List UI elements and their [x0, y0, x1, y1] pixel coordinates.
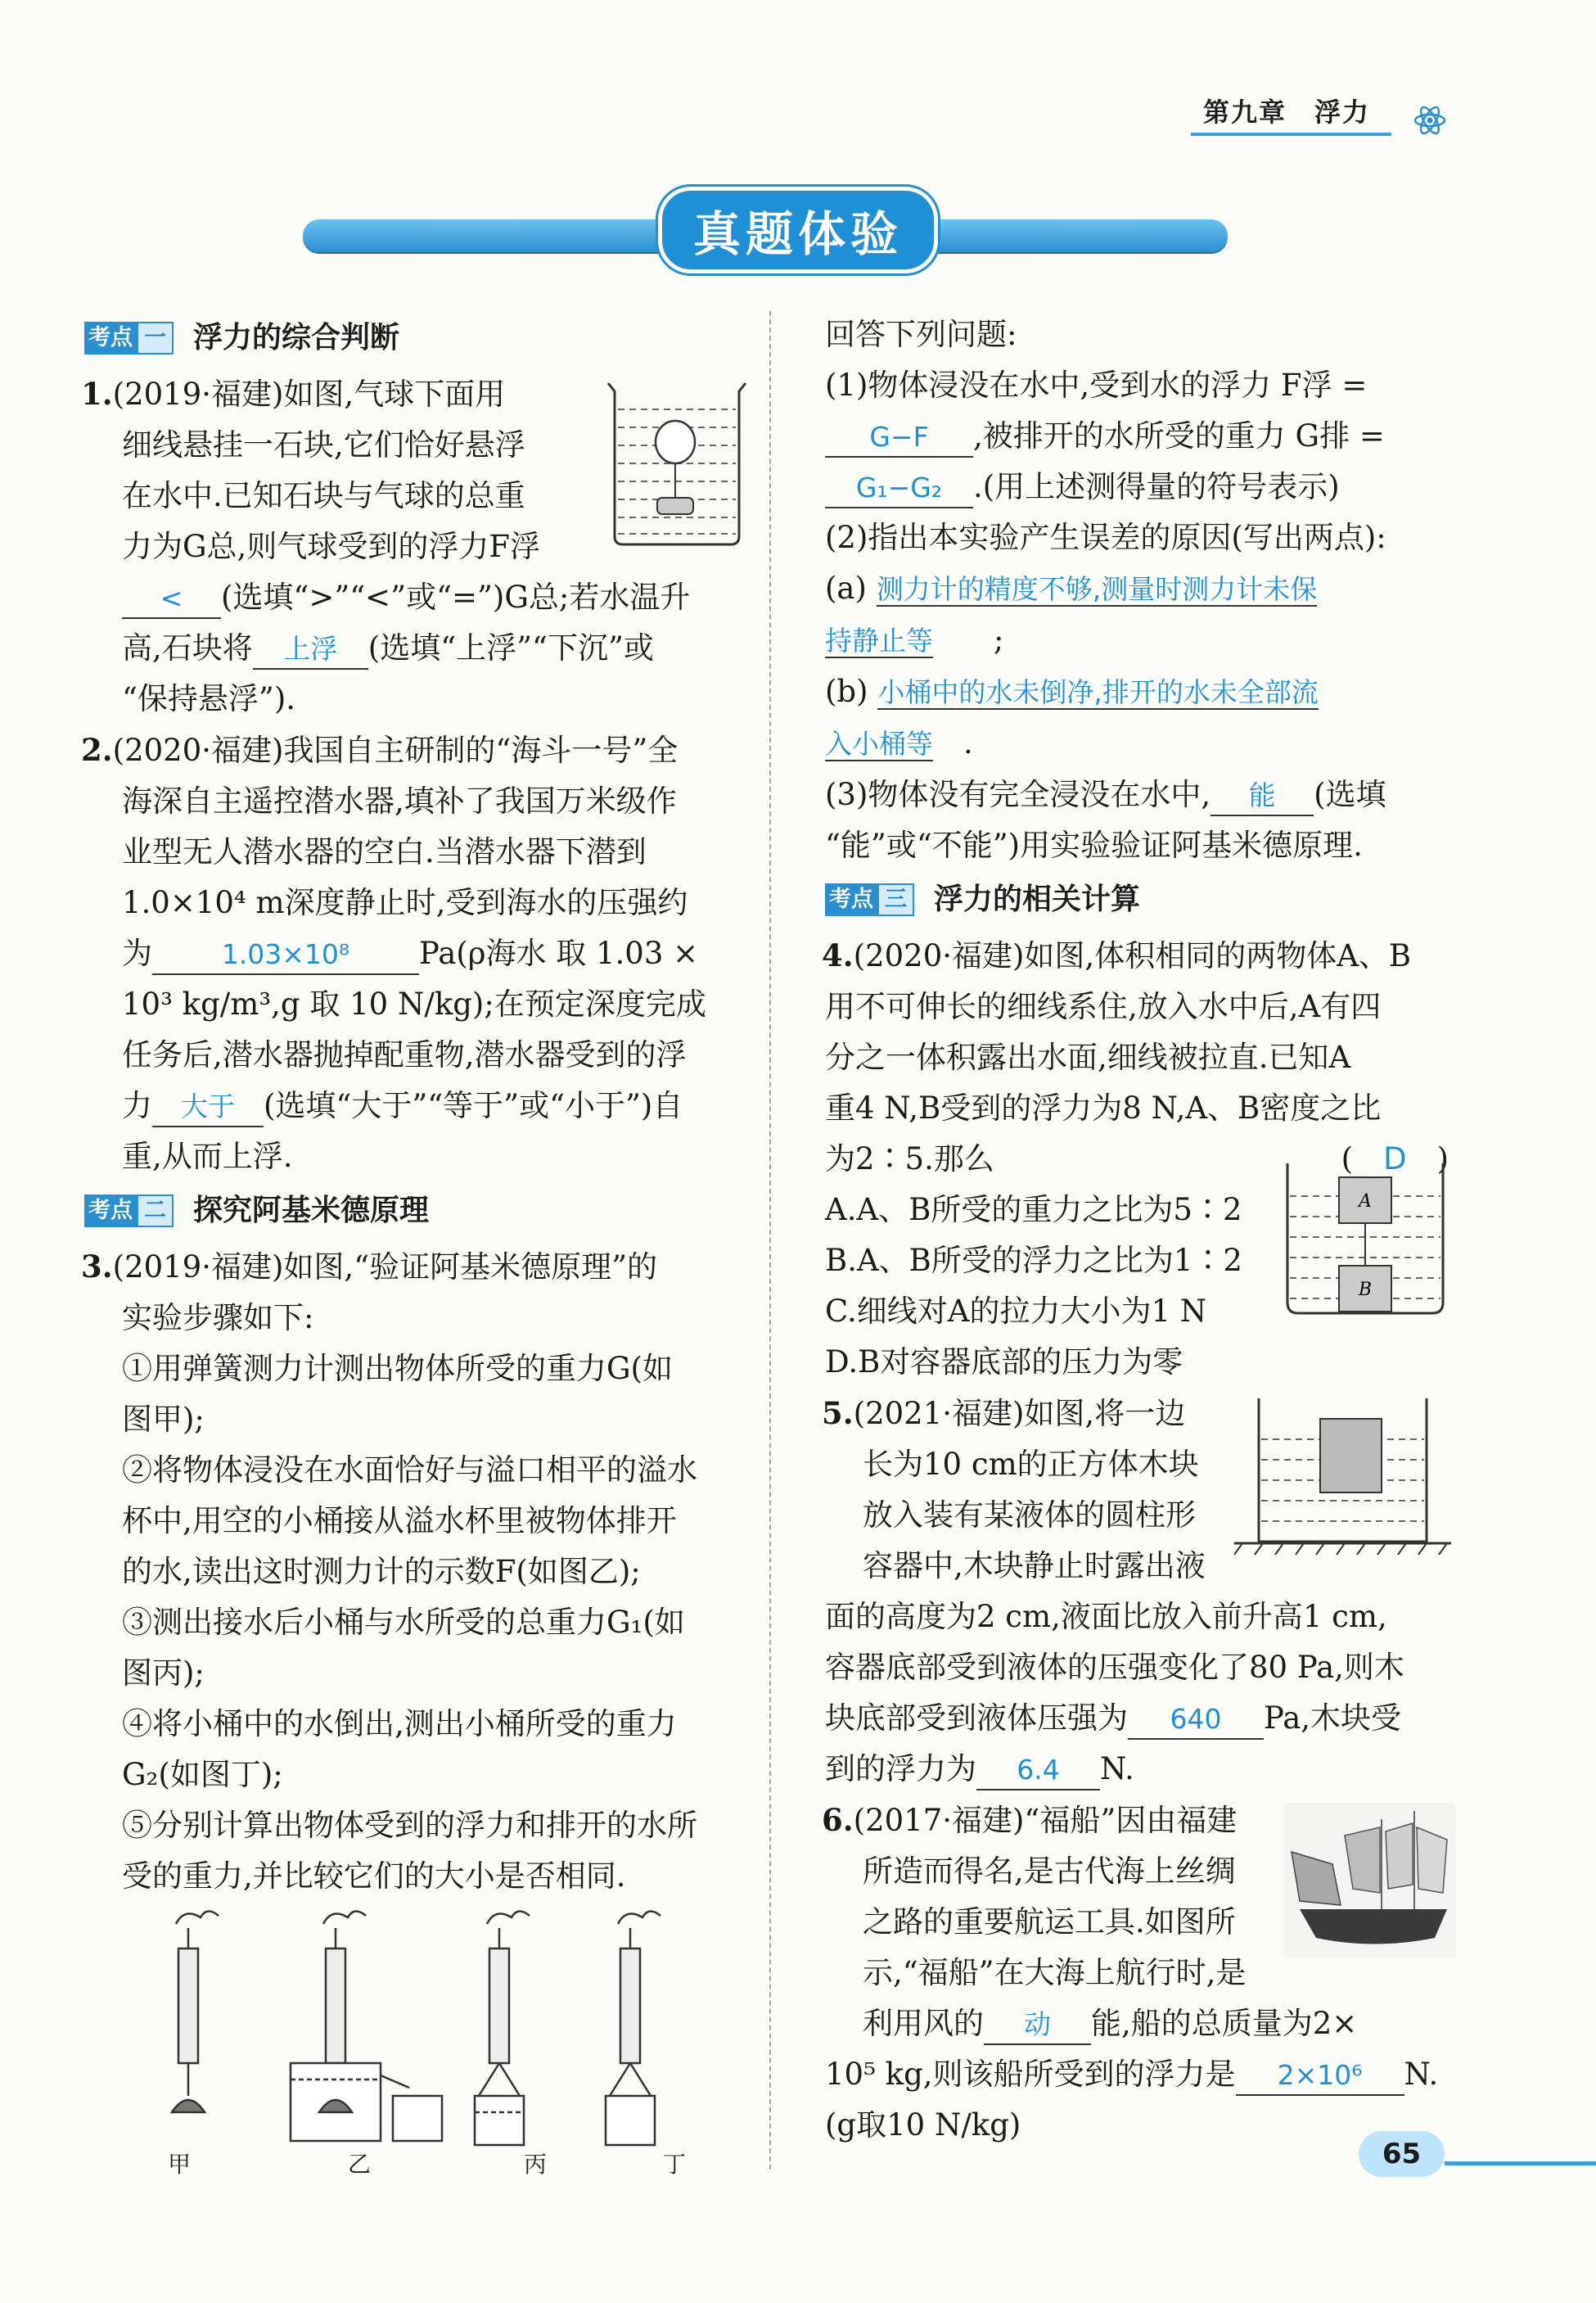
- question-3: 3.(2019·福建)如图,“验证阿基米德原理”的 实验步骤如下: ①用弹簧测力计测出物体所受的重力G(如 图甲); ②将物体浸没在水面恰好与溢口相平的溢水 杯中,用空的小桶接从溢水杯里被物体排开 的水,读出这时测力计的示数F(如图乙); ③测出接水后小桶与水所受的总重力G₁(如 图丙); ④将小桶中的水倒出,测出小桶所受的重力 G₂(如图丁); ⑤分别计算出物体受到的浮力和排开的水所 受的重力,并比较它们的大小是否相同.: [81, 1249, 697, 1894]
- section-tag: 考点 三: [825, 883, 914, 916]
- question-3-continued: 回答下列问题: (1)物体浸没在水中,受到水的浮力 F浮 = G−F ,被排开的水所受的重力 G排 = G₁−G₂ .(用上述测得量的符号表示) (2)指出本实验产生误差的原因(写出两点): (a) 测力计的精度不够,测量时测力计未保 持静止等 ; (b) 小桶中的水未倒净,排开的水未全部流 入小桶等 . (3)物体没有完全浸没在水中, 能 (选填 “能”或“不能”)用实验验证阿基米德原理.: [825, 317, 1386, 863]
- question-5: 5.(2021·福建)如图,将一边 长为10 cm的正方体木块 放入装有某液体的圆柱形 容器中,木块静止时露出液 面的高度为2 cm,液面比放入前升高1 cm, 容器底部受到液体的压强变化了80 Pa,则木 块底部受到液体压强为 640 Pa,木块受 到的浮力为 6.4 N.: [825, 1388, 1457, 1795]
- answer-blank: 持静止等: [825, 625, 933, 657]
- question-6: 6.(2017·福建)“福船”因由福建 所造而得名,是古代海上丝绸 之路的重要航运工具.如图所 示,“福船”在大海上航行时,是 利用风的 动 能,船的总质量为2× 10⁵ kg,则该船所受到的浮力是 2×10⁶ N. (g取10 N/kg): [825, 1795, 1457, 2151]
- answer-blank: 能: [1211, 777, 1314, 816]
- question-2: 2.(2020·福建)我国自主研制的“海斗一号”全 海深自主遥控潜水器,填补了我国万米级作 业型无人潜水器的空白.当潜水器下潜到 1.0×10⁴ m深度静止时,受到海水的压强约 为 1.03×10⁸ Pa(ρ海水 取 1.03 × 10³ kg/m³,g 取 10 N/kg);在预定深度完成 任务后,潜水器抛掉配重物,潜水器受到的浮 力 大于 (选填“大于”“等于”或“小于”)自 重,从而上浮.: [81, 732, 706, 1174]
- wood-block-container-figure: [1234, 1394, 1451, 1562]
- spring-scale-yi: [291, 1911, 442, 2141]
- block-a-label: A: [1359, 1191, 1372, 1212]
- answer-blank: 6.4: [976, 1751, 1100, 1790]
- answer-blank: <: [122, 580, 221, 619]
- section-3-heading: [825, 876, 1457, 923]
- chapter-title: 第九章 浮力: [1203, 97, 1371, 128]
- balloon-beaker-figure: [600, 377, 751, 549]
- page-number: 65: [1359, 2131, 1445, 2177]
- page-number-rule: [1445, 2161, 1596, 2165]
- option-d: D.B对容器底部的压力为零: [825, 1344, 1183, 1380]
- answer-blank: G−F: [825, 418, 973, 458]
- answer-blank: 上浮: [253, 630, 368, 670]
- option-b: B.A、B所受的浮力之比为1∶2: [825, 1243, 1242, 1278]
- header-rule: [1191, 133, 1391, 136]
- spring-scale-ding: [606, 1911, 660, 2145]
- section-tag: 考点 二: [84, 1194, 174, 1227]
- figure-label-ding: 丁: [663, 2151, 687, 2178]
- answer-blank: 大于: [152, 1088, 264, 1127]
- atom-icon: [1412, 102, 1448, 138]
- section-title: 探究阿基米德原理: [193, 1194, 430, 1227]
- figure-label-bing: 丙: [524, 2151, 548, 2178]
- choice-answer: D: [1383, 1141, 1407, 1176]
- answer-blank: 测力计的精度不够,测量时测力计未保: [876, 573, 1318, 605]
- option-c: C.细线对A的拉力大小为1 N: [825, 1294, 1207, 1329]
- two-blocks-figure: [1283, 1159, 1447, 1323]
- answer-blank: 入小桶等: [825, 728, 933, 760]
- banner-title: 真题体验: [658, 187, 938, 273]
- section-title: 浮力的相关计算: [934, 883, 1141, 916]
- question-4: 4.(2020·福建)如图,体积相同的两物体A、B 用不可伸长的细线系住,放入水中后,A有四 分之一体积露出水面,细线被拉直.已知A 重4 N,B受到的浮力为8 N,A、B密度之比 为2∶5.那么 ( D ) A.A、B所受的重力之比为5∶2 B.A、B所受的浮力之比为1∶2 C.细线对A的拉力大小为1 N D.B对容器底部的压力为零 A B: [825, 930, 1457, 1388]
- question-1: 1.(2019·福建)如图,气球下面用 细线悬挂一石块,它们恰好悬浮 在水中.已知石块与气球的总重 力为G总,则气球受到的浮力F浮 < (选填“>”“<”或“=”)G总;若水温升 高,石块将 上浮 (选填“上浮”“下沉”或 “保持悬浮”).: [84, 368, 751, 725]
- answer-blank: G₁−G₂: [825, 469, 973, 508]
- section-title: 浮力的综合判断: [193, 321, 400, 354]
- right-column: [822, 309, 1457, 2151]
- left-column: [81, 309, 751, 1902]
- experiment-figure: [139, 1899, 712, 2161]
- section-tag: 考点 一: [84, 322, 174, 354]
- option-a: A.A、B所受的重力之比为5∶2: [825, 1192, 1242, 1227]
- block-b-label: B: [1358, 1280, 1373, 1300]
- section-1-heading: [84, 314, 751, 362]
- figure-label-jia: 甲: [168, 2151, 192, 2178]
- spring-scale-bing: [475, 1911, 530, 2145]
- answer-blank: 小桶中的水未倒净,排开的水未全部流: [877, 676, 1319, 708]
- figure-label-yi: 乙: [348, 2151, 372, 2178]
- spring-scale-jia: [172, 1911, 219, 2112]
- column-divider: [769, 311, 771, 2170]
- answer-blank: 1.03×10⁸: [152, 936, 419, 975]
- answer-blank: 640: [1128, 1700, 1264, 1740]
- section-2-heading: [84, 1187, 751, 1235]
- answer-blank: 动: [984, 2006, 1091, 2045]
- answer-blank: 2×10⁶: [1236, 2057, 1404, 2096]
- banner: [0, 187, 1596, 273]
- fuchuan-ship-image: [1283, 1803, 1455, 1958]
